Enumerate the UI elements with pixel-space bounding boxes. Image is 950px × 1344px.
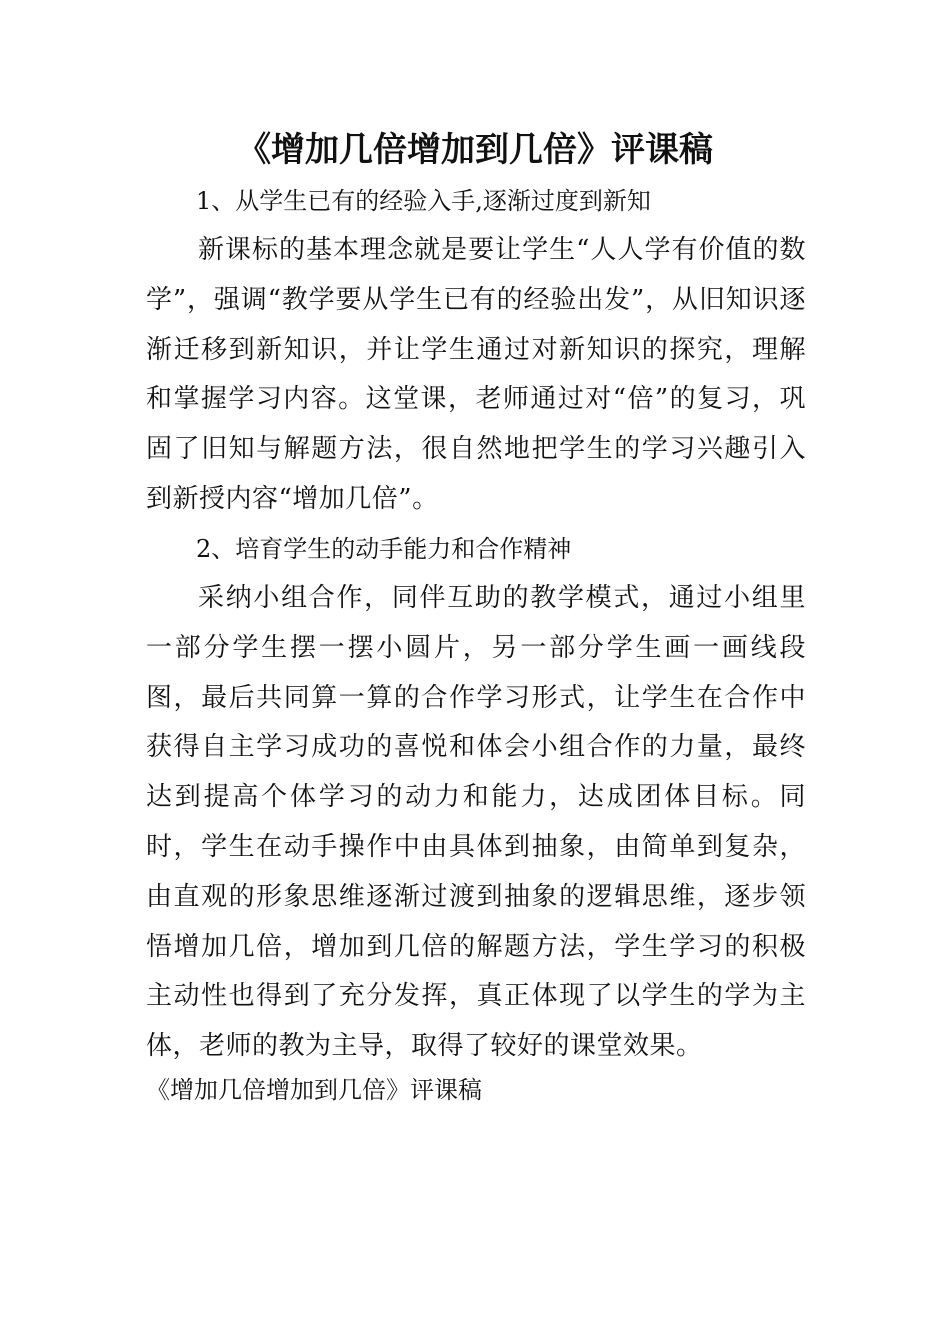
section-paragraph-1: 新课标的基本理念就是要让学生“人人学有价值的数学”，强调“教学要从学生已有的经验出发”，从旧知识逐渐迁移到新知识，并让学生通过对新知识的探究，理解和掌握学习内容。这堂课，老师通过对“倍”的复习，巩固了旧知与解题方法，很自然地把学生的学习兴趣引入到新授内容“增加几倍”。 — [146, 235, 806, 514]
section-paragraph-2: 采纳小组合作，同伴互助的教学模式，通过小组里一部分学生摆一摆小圆片，另一部分学生画一画线段图，最后共同算一算的合作学习形式，让学生在合作中获得自主学习成功的喜悦和体会小组合作的力量，最终达到提高个体学习的动力和能力，达成团体目标。同时，学生在动手操作中由具体到抽象，由简单到复杂，由直观的形象思维逐渐过渡到抽象的逻辑思维，逐步领悟增加几倍，增加到几倍的解题方法，学生学习的积极主动性也得到了充分发挥，真正体现了以学生的学为主体，老师的教为主导，取得了较好的课堂效果。 — [146, 583, 806, 1062]
section-heading-1: 1、从学生已有的经验入手,逐渐过度到新知 — [196, 187, 651, 215]
document-title: 《增加几倍增加到几倍》评课稿 — [237, 130, 713, 170]
footer-title: 《增加几倍增加到几倍》评课稿 — [146, 1076, 482, 1104]
section-heading-2: 2、培育学生的动手能力和合作精神 — [196, 535, 572, 563]
